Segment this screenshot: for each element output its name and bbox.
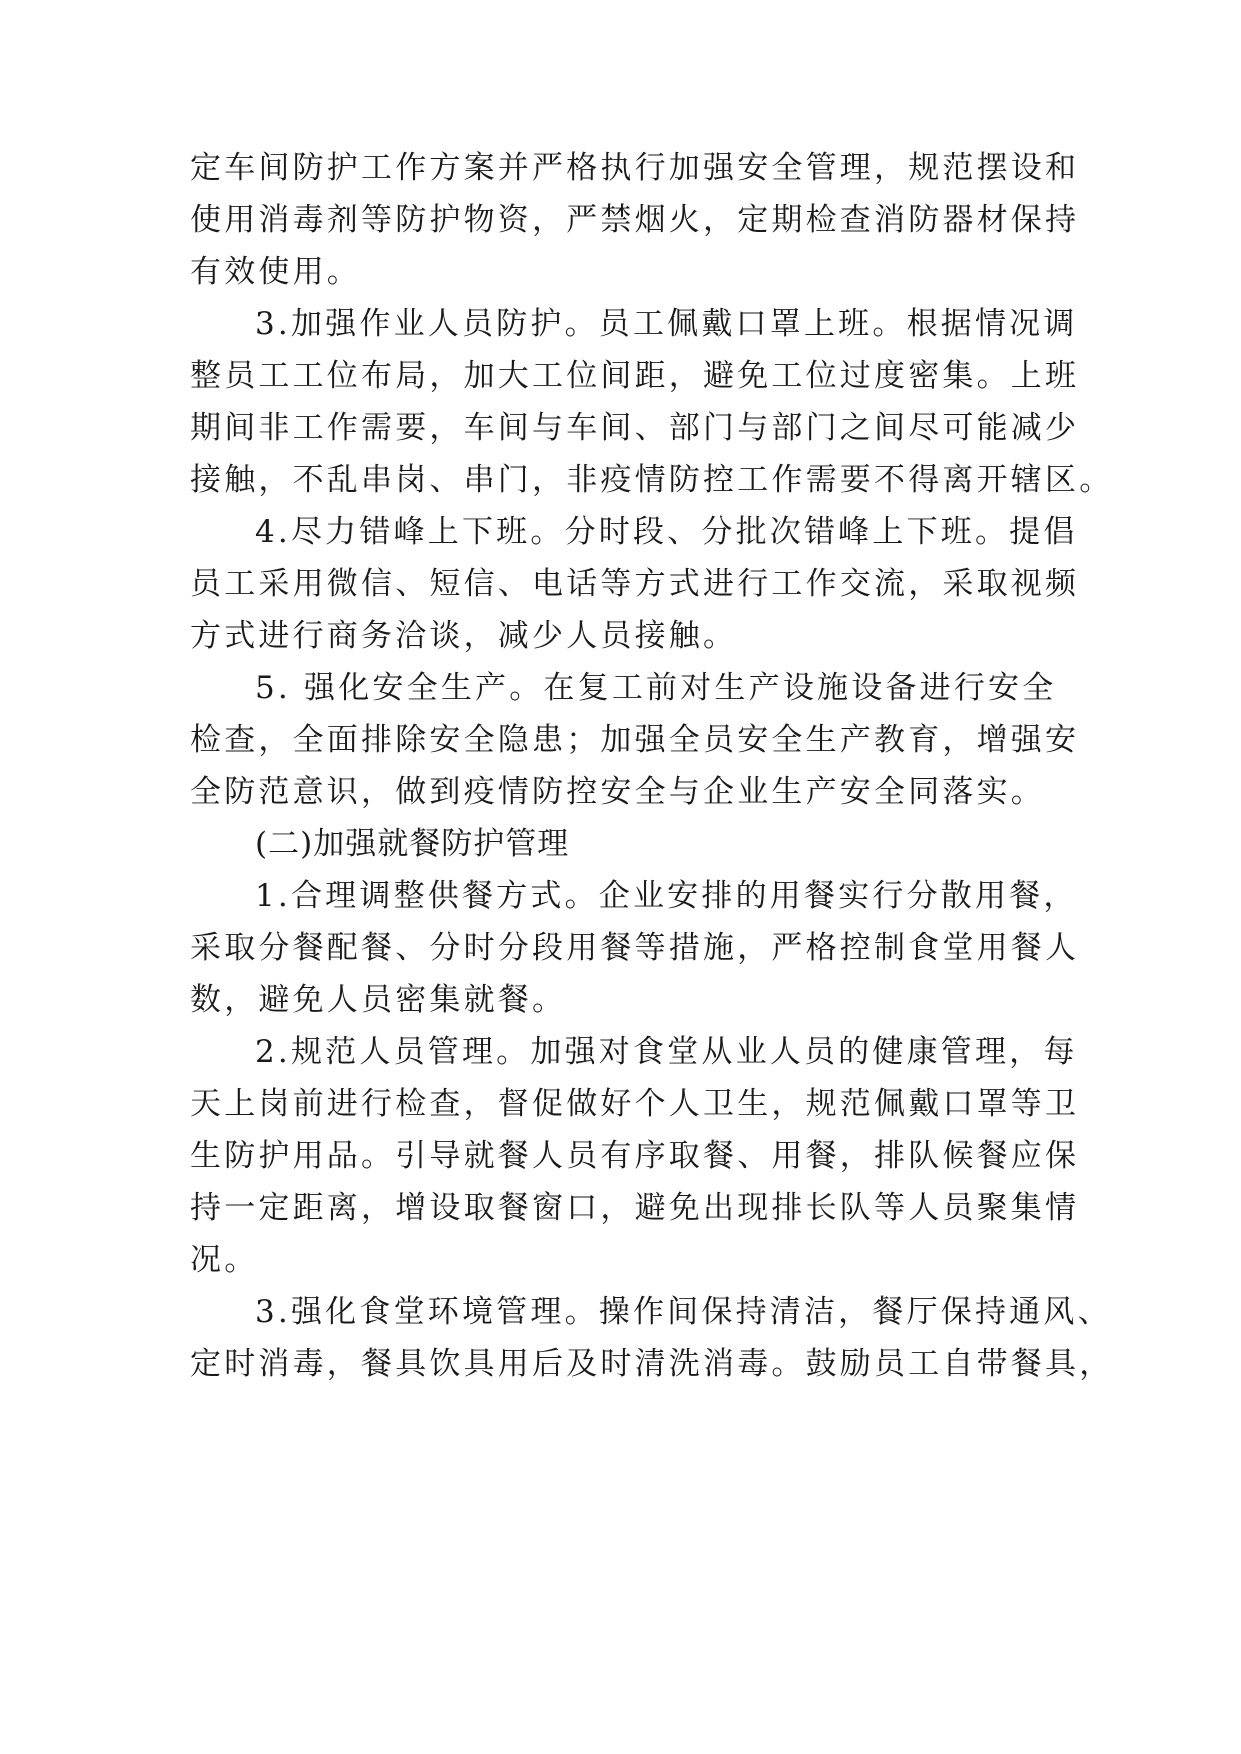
paragraph-start-line: 1.合理调整供餐方式。企业安排的用餐实行分散用餐，	[255, 878, 1078, 914]
text-line: 有效使用。	[190, 254, 361, 290]
text-line: 定车间防护工作方案并严格执行加强安全管理，规范摆设和	[190, 150, 1080, 186]
text-line: 全防范意识，做到疫情防控安全与企业生产安全同落实。	[190, 774, 1045, 810]
text-line: 接触，不乱串岗、串门，非疫情防控工作需要不得离开辖区。	[190, 462, 1114, 498]
text-line: 天上岗前进行检查，督促做好个人卫生，规范佩戴口罩等卫	[190, 1086, 1080, 1122]
paragraph-start-line: 2.规范人员管理。加强对食堂从业人员的健康管理，每	[255, 1034, 1078, 1070]
text-line: 采取分餐配餐、分时分段用餐等措施，严格控制食堂用餐人	[190, 930, 1080, 966]
paragraph-start-line: 3.强化食堂环境管理。操作间保持清洁，餐厅保持通风、	[255, 1294, 1112, 1330]
text-line: 持一定距离，增设取餐窗口，避免出现排长队等人员聚集情	[190, 1190, 1080, 1226]
text-line: 整员工工位布局，加大工位间距，避免工位过度密集。上班	[190, 358, 1080, 394]
section-heading: (二)加强就餐防护管理	[255, 826, 570, 862]
text-line: 员工采用微信、短信、电话等方式进行工作交流，采取视频	[190, 566, 1080, 602]
text-line: 数，避免人员密集就餐。	[190, 982, 567, 1018]
text-line: 生防护用品。引导就餐人员有序取餐、用餐，排队候餐应保	[190, 1138, 1080, 1174]
paragraph-start-line: 3.加强作业人员防护。员工佩戴口罩上班。根据情况调	[255, 306, 1078, 342]
text-line: 况。	[190, 1242, 259, 1278]
text-line: 期间非工作需要，车间与车间、部门与部门之间尽可能减少	[190, 410, 1080, 446]
paragraph-start-line: 4.尽力错峰上下班。分时段、分批次错峰上下班。提倡	[255, 514, 1078, 550]
text-line: 定时消毒，餐具饮具用后及时清洗消毒。鼓励员工自带餐具，	[190, 1346, 1114, 1382]
text-line: 方式进行商务洽谈，减少人员接触。	[190, 618, 738, 654]
text-line: 检查，全面排除安全隐患；加强全员安全生产教育，增强安	[190, 722, 1080, 758]
text-line: 使用消毒剂等防护物资，严禁烟火，定期检查消防器材保持	[190, 202, 1080, 238]
paragraph-start-line: 5. 强化安全生产。在复工前对生产设施设备进行安全	[255, 670, 1057, 706]
